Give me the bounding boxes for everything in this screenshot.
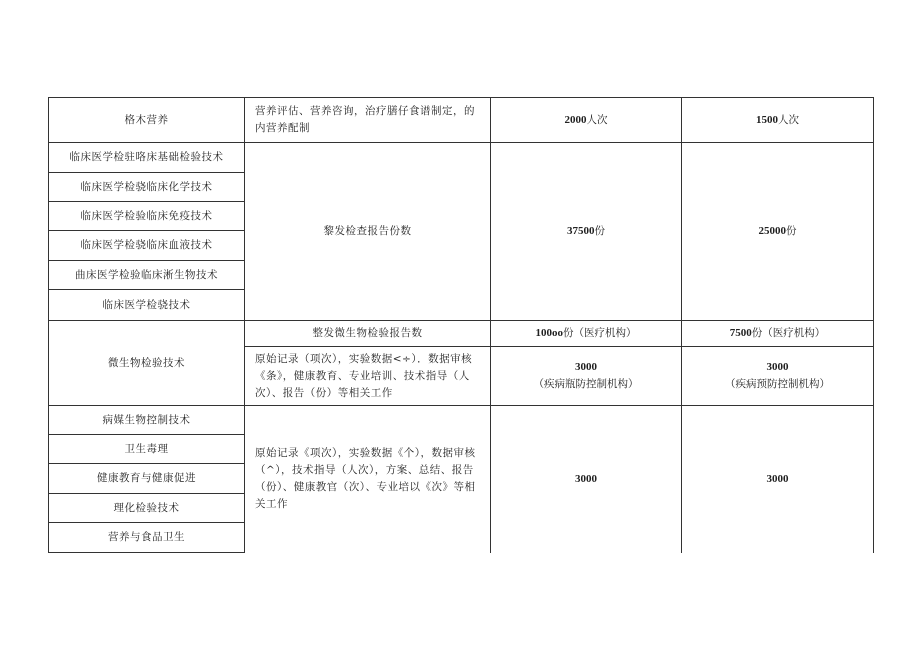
group2-col3 (491, 406, 681, 552)
micro-sub2-col4 (682, 347, 873, 405)
micro-sub2-content (245, 347, 490, 405)
group1-col4-unit: 份 (786, 225, 797, 237)
micro-sub2-col4-note: （疾病预防控制机构） (725, 378, 830, 390)
group1-col3 (491, 143, 681, 320)
group1-item-5-text: 临床医学检骁技术 (102, 298, 191, 311)
row1-content (245, 98, 490, 142)
micro-sub2-content-text: 原始记录（项次），实验数据<÷）．数据审核《条》，健康教育、专业培训、技术指导（人次）、报告（份）等相关工作 (255, 352, 473, 399)
rule-bottom-left (48, 552, 244, 553)
group2-col4 (682, 406, 873, 552)
group1-item-4-text: 曲床医学检验临床淅生物技术 (75, 268, 218, 281)
micro-sub2-col4-value: 3000 (766, 361, 789, 373)
micro-item (49, 321, 244, 405)
group2-col3-value: 3000 (575, 472, 597, 485)
group2-item-0 (49, 406, 244, 434)
group2-item-3-text: 理化检验技术 (113, 501, 180, 514)
micro-sub1-col3 (491, 321, 681, 346)
group2-item-2-text: 健康教育与健康促进 (97, 472, 196, 484)
row1-col4-unit: 人次 (778, 113, 799, 126)
group2-content (245, 406, 490, 552)
group1-content (245, 143, 490, 320)
row1-col4-value: 1500 (756, 113, 778, 126)
group2-col4-value: 3000 (766, 472, 789, 485)
group2-content-text: 原始记录《项次），实验数据《个），数据审核（^），技术指导（人次），方案、总结、报告（份）、健康教官（次）、专业培以《次》等相关工作 (255, 447, 476, 510)
group2-item-1 (49, 435, 244, 463)
micro-sub1-col4 (682, 321, 873, 346)
row1-item (49, 98, 244, 142)
group2-item-4-text: 营养与食品卫生 (108, 531, 185, 543)
row1-col4 (682, 98, 873, 142)
group1-item-3-text: 临床医学检骁临床血液技术 (80, 239, 213, 251)
group2-item-1-text: 卫生毒理 (124, 442, 169, 455)
micro-sub2-col3-note: （疾病瓶防控制机构） (533, 378, 639, 390)
group1-item-3 (49, 231, 244, 260)
group1-item-5 (49, 290, 244, 320)
group1-item-1-text: 临床医学检骁临床化学技术 (80, 180, 213, 193)
group1-item-0 (49, 143, 244, 172)
micro-sub1-col3-unit: 份（医疗机构） (563, 327, 637, 339)
group1-item-2 (49, 202, 244, 230)
row1-col3-value: 2000 (564, 113, 587, 126)
group1-item-2-text: 临床医学检验临床免疫技术 (80, 209, 213, 222)
group1-col4 (682, 143, 873, 320)
rule-right (873, 97, 874, 553)
row1-col3-unit: 人次 (586, 113, 608, 126)
group1-item-0-text: 临床医学检驻咯床基础检验技术 (69, 151, 224, 163)
row1-content-text: 营养评估、营养咨询，治疗膳仔食谱制定，的内营养配制 (255, 105, 475, 134)
row1-item-text: 格木营养 (124, 113, 169, 126)
micro-sub1-col4-unit: 份（医疗机构） (751, 327, 826, 339)
group1-item-1 (49, 173, 244, 201)
micro-sub2-col3-value: 3000 (575, 361, 597, 373)
micro-sub1-content-text: 整发微生物检验报告数 (312, 327, 423, 339)
micro-sub1-content (245, 321, 490, 346)
group2-item-2 (49, 464, 244, 493)
group1-content-text: 黎发检查报告份数 (323, 225, 412, 237)
group1-item-4 (49, 261, 244, 289)
micro-sub1-col3-value: 100oo (535, 327, 563, 339)
row1-col3 (491, 98, 681, 142)
group1-col3-value: 37500 (567, 225, 595, 237)
micro-sub2-col3 (491, 347, 681, 405)
group1-col3-unit: 份 (594, 225, 605, 237)
group2-item-0-text: 病媒生物控制技术 (102, 413, 191, 426)
group2-item-3 (49, 494, 244, 522)
micro-item-text: 微生物检验技术 (108, 356, 185, 369)
group1-col4-value: 25000 (758, 225, 786, 237)
group2-item-4 (49, 523, 244, 552)
micro-sub1-col4-value: 7500 (729, 327, 752, 339)
